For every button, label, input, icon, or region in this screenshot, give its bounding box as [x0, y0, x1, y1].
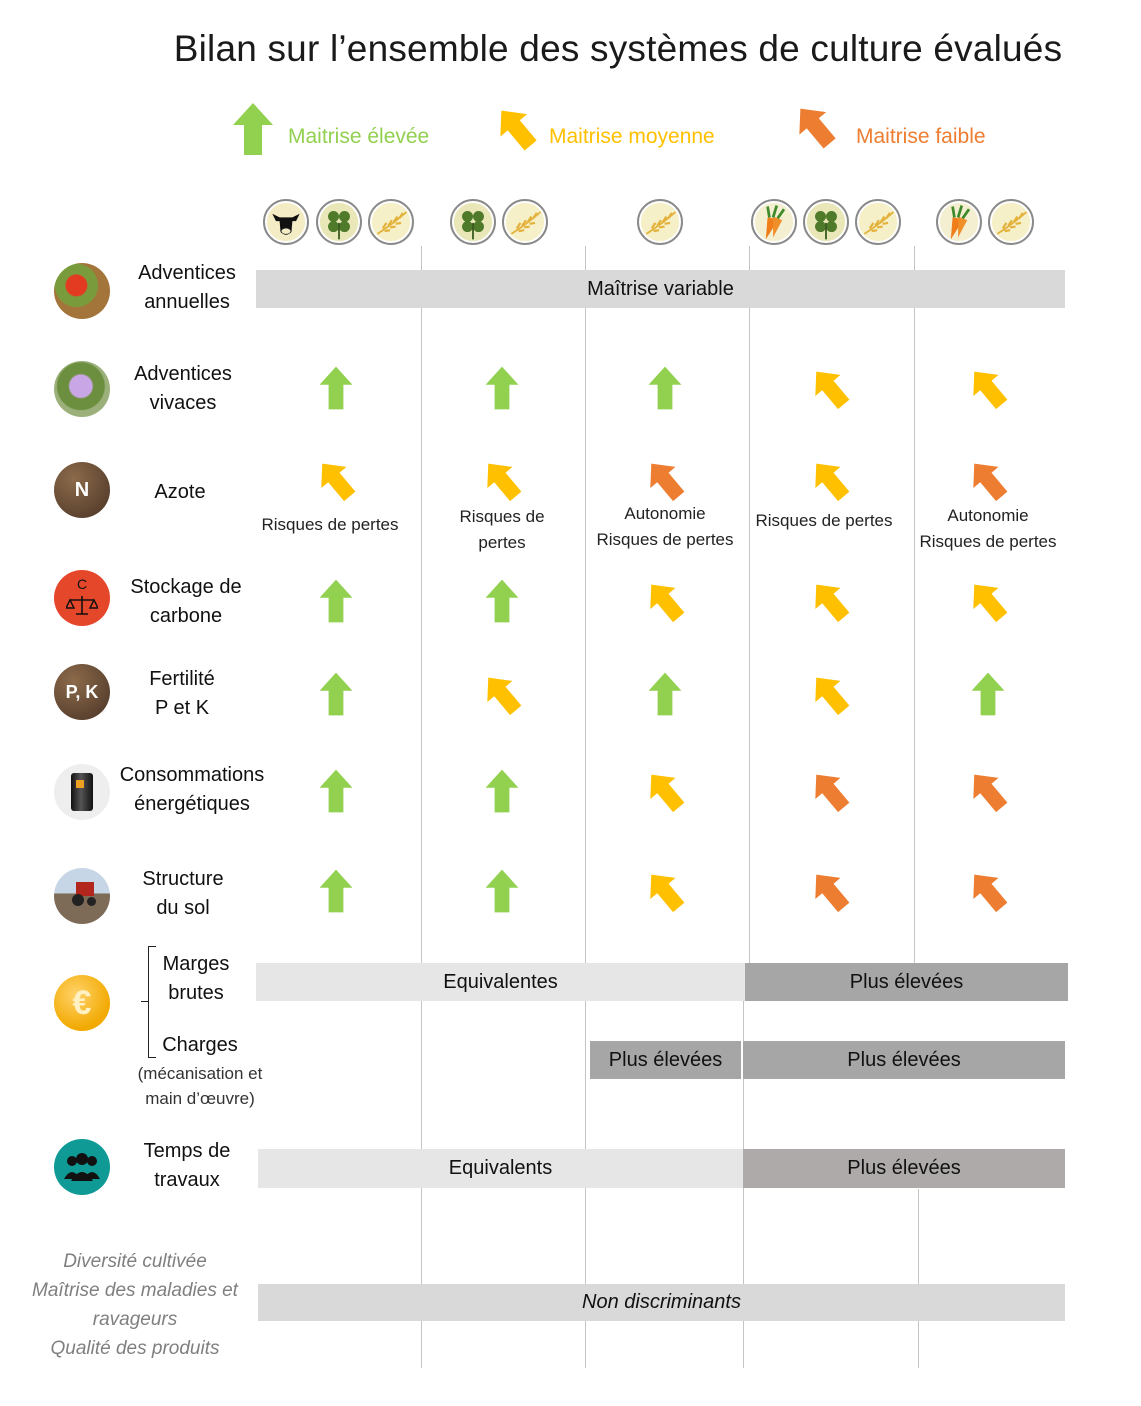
note-azote-1: Risques de pertes [261, 515, 399, 534]
row-label-azote: Azote [154, 481, 206, 503]
row-label-structure-sol: Structure du sol [142, 868, 224, 919]
clover-icon [803, 199, 849, 245]
maitrise-low-arrow-icon [807, 763, 853, 819]
wheat-icon [855, 199, 901, 245]
legend-arrow-high-icon [232, 103, 274, 155]
maitrise-high-arrow-icon [313, 666, 359, 722]
maitrise-high-arrow-icon [313, 863, 359, 919]
band-marges-equivalentes: Equivalentes [256, 963, 745, 1001]
maitrise-medium-arrow-icon [965, 573, 1011, 629]
maitrise-low-arrow-icon [965, 763, 1011, 819]
maitrise-low-arrow-icon [642, 452, 688, 508]
maitrise-high-arrow-icon [642, 666, 688, 722]
maitrise-medium-arrow-icon [642, 573, 688, 629]
maitrise-medium-arrow-icon [807, 573, 853, 629]
carbon-scale-icon [54, 570, 110, 626]
maitrise-medium-arrow-icon [479, 452, 525, 508]
clover-icon [450, 199, 496, 245]
soil-icon [54, 462, 110, 518]
row-label-marges: Marges brutes [162, 953, 230, 1004]
thistle-icon [54, 361, 110, 417]
wheat-icon [502, 199, 548, 245]
maitrise-high-arrow-icon [479, 863, 525, 919]
maitrise-low-arrow-icon [965, 452, 1011, 508]
footer-label: Diversité cultivée Maîtrise des maladies et ravageurs Qualité des produits [32, 1251, 238, 1359]
row-label-temps: Temps de travaux [143, 1140, 231, 1191]
legend-arrow-low-icon [791, 98, 839, 154]
carbon-badge: C [76, 576, 88, 592]
maitrise-high-arrow-icon [313, 360, 359, 416]
maitrise-high-arrow-icon [313, 573, 359, 629]
maitrise-medium-arrow-icon [479, 666, 525, 722]
maitrise-medium-arrow-icon [807, 360, 853, 416]
maitrise-high-arrow-icon [965, 666, 1011, 722]
column-divider [585, 246, 586, 1368]
note-azote-5: Autonomie Risques de pertes [919, 506, 1057, 551]
wheat-icon [368, 199, 414, 245]
legend-label-medium: Maitrise moyenne [549, 125, 715, 148]
maitrise-medium-arrow-icon [642, 863, 688, 919]
column-divider [749, 246, 750, 966]
wheat-icon [988, 199, 1034, 245]
pk-badge: P, K [65, 681, 99, 702]
legend-label-high: Maitrise élevée [288, 125, 430, 148]
euro-coin-icon: € [54, 975, 110, 1031]
maitrise-low-arrow-icon [965, 863, 1011, 919]
oil-barrel-icon [54, 764, 110, 820]
cow-icon [263, 199, 309, 245]
note-azote-4: Risques de pertes [755, 511, 893, 530]
column-divider [918, 1189, 919, 1368]
maitrise-high-arrow-icon [642, 360, 688, 416]
band-charges-plus-elevees-right: Plus élevées [743, 1041, 1065, 1079]
maitrise-high-arrow-icon [313, 763, 359, 819]
note-azote-3: Autonomie Risques de pertes [596, 504, 734, 549]
maitrise-medium-arrow-icon [807, 452, 853, 508]
band-temps-plus-elevees: Plus élevées [743, 1149, 1065, 1188]
tractor-icon [54, 868, 110, 924]
page-title: Bilan sur l’ensemble des systèmes de culture évalués [173, 28, 1063, 69]
band-maitrise-variable: Maîtrise variable [256, 270, 1065, 308]
row-sublabel-charges: (mécanisation et main d’œuvre) [137, 1064, 263, 1108]
carrot-icon [751, 199, 797, 245]
row-label-adventices-annuelles: Adventices annuelles [138, 262, 236, 313]
maitrise-high-arrow-icon [479, 360, 525, 416]
maitrise-medium-arrow-icon [807, 666, 853, 722]
row-label-adventices-vivaces: Adventices vivaces [134, 363, 232, 414]
soil-icon [54, 664, 110, 720]
legend-arrow-medium-icon [492, 100, 540, 156]
band-temps-equivalents: Equivalents [258, 1149, 743, 1188]
maitrise-medium-arrow-icon [965, 360, 1011, 416]
band-charges-plus-elevees: Plus élevées [590, 1041, 741, 1079]
carrot-icon [936, 199, 982, 245]
legend-label-low: Maitrise faible [856, 125, 986, 148]
maitrise-medium-arrow-icon [642, 763, 688, 819]
note-azote-2: Risques de pertes [459, 507, 545, 552]
row-label-charges: Charges [162, 1034, 238, 1056]
row-label-stockage-carbone: Stockage de carbone [130, 576, 242, 627]
maitrise-high-arrow-icon [479, 763, 525, 819]
row-label-fertilite: Fertilité P et K [149, 668, 215, 719]
clover-icon [316, 199, 362, 245]
band-marges-plus-elevees: Plus élevées [745, 963, 1068, 1001]
nitrogen-badge: N [74, 478, 90, 501]
maitrise-medium-arrow-icon [313, 452, 359, 508]
people-icon [54, 1139, 110, 1195]
band-non-discriminants: Non discriminants [258, 1284, 1065, 1321]
scale-icon [66, 594, 98, 616]
column-divider [914, 246, 915, 966]
row-label-energie: Consommations énergétiques [119, 764, 265, 815]
wheat-icon [637, 199, 683, 245]
maitrise-low-arrow-icon [807, 863, 853, 919]
column-divider [421, 246, 422, 1368]
maitrise-high-arrow-icon [479, 573, 525, 629]
poppy-icon [54, 263, 110, 319]
